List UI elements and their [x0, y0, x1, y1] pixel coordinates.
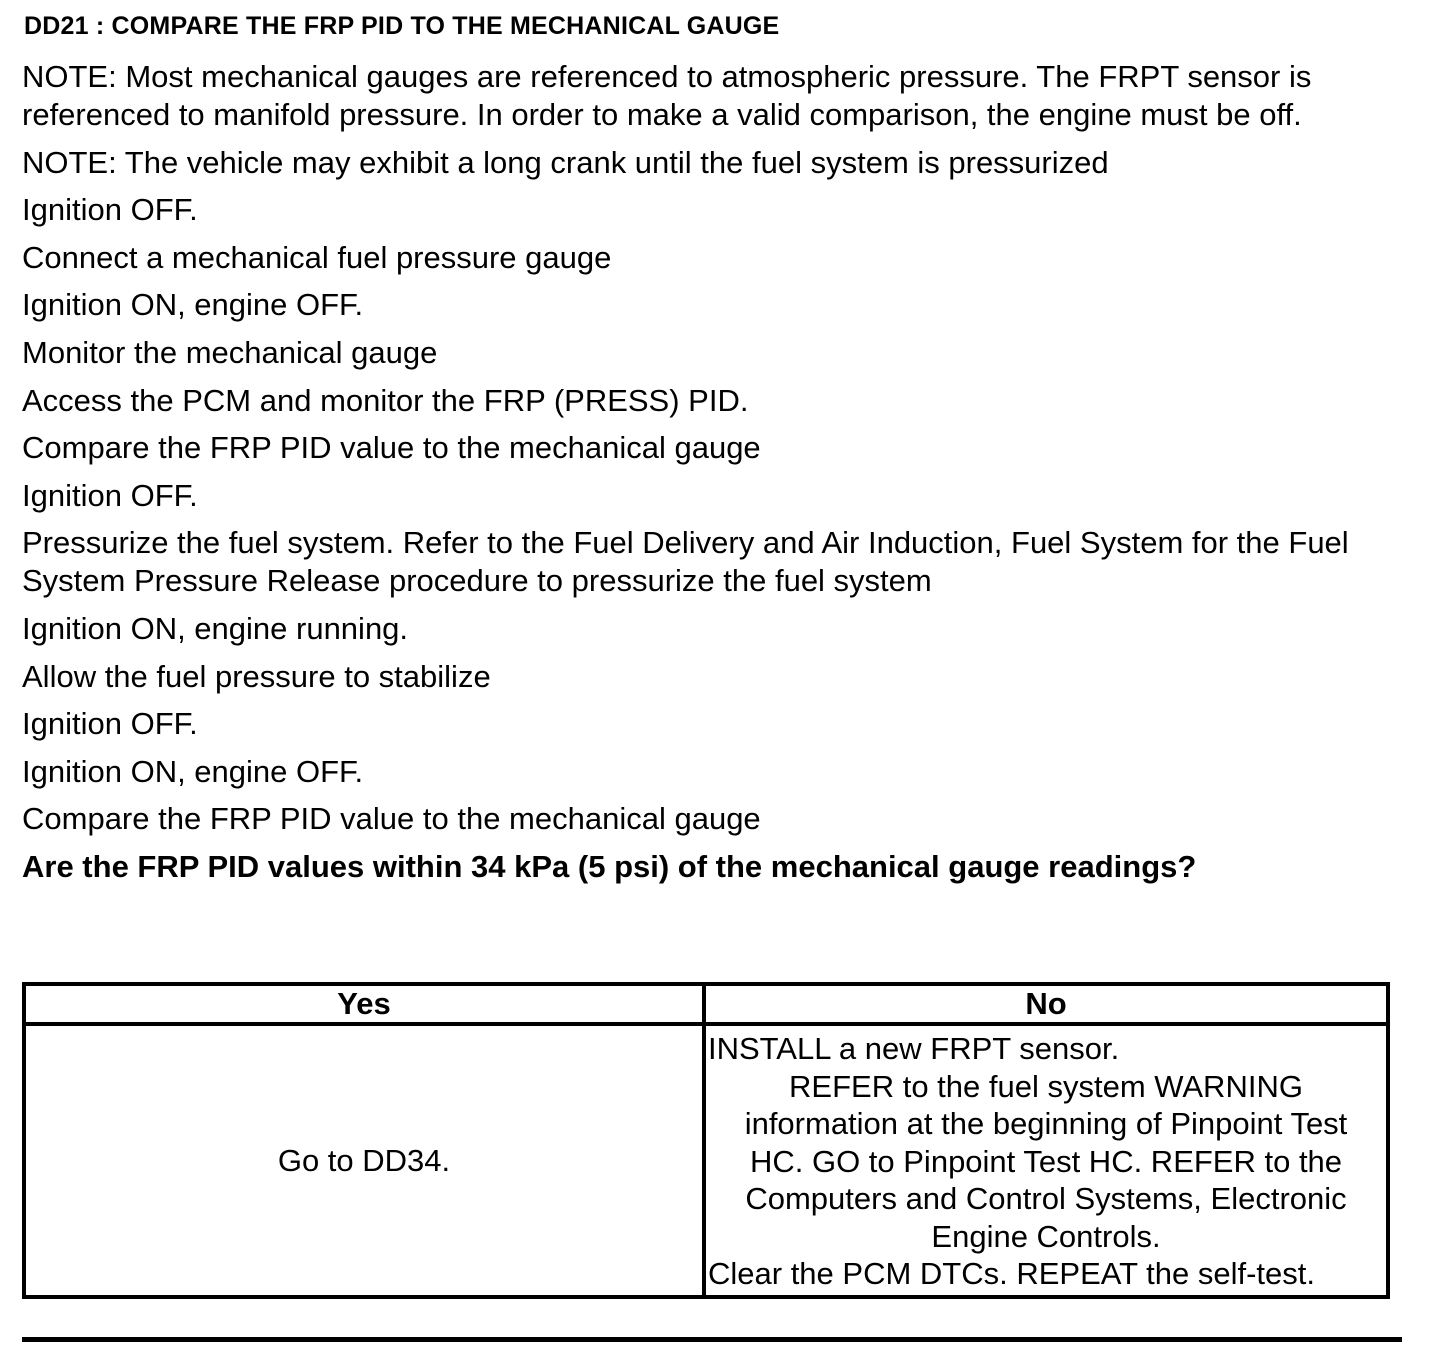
procedure-steps — [22, 58, 1402, 896]
step-ignition-off: Ignition OFF. — [22, 477, 198, 513]
result-table — [22, 982, 1390, 1299]
no-action-line: information at the beginning of Pinpoint Test — [744, 1106, 1348, 1141]
procedure-title: DD21 : COMPARE THE FRP PID TO THE MECHANICAL GAUGE — [24, 12, 780, 40]
step-pressurize-fuel-system: Pressurize the fuel system. Refer to the Fuel Delivery and Air Induction, Fuel System for the Fuel System Pressure Release procedure to pressurize the fuel system — [22, 525, 1349, 599]
bottom-divider — [22, 1337, 1402, 1342]
table-header-row — [24, 984, 1388, 1024]
step-ignition-on-engine-off: Ignition ON, engine OFF. — [22, 287, 364, 323]
step-monitor-gauge: Monitor the mechanical gauge — [22, 334, 438, 370]
no-action-line: Computers and Control Systems, Electronic — [745, 1181, 1347, 1216]
note-long-crank: NOTE: The vehicle may exhibit a long crank until the fuel system is pressurized — [22, 144, 1109, 180]
no-action-line: REFER to the fuel system WARNING — [789, 1068, 1303, 1104]
step-compare-pid: Compare the FRP PID value to the mechanical gauge — [22, 801, 761, 837]
no-action-line: HC. GO to Pinpoint Test HC. REFER to the — [749, 1143, 1343, 1179]
no-action-line: Engine Controls. — [931, 1218, 1161, 1254]
step-connect-gauge: Connect a mechanical fuel pressure gauge — [22, 239, 612, 275]
yes-header: Yes — [24, 984, 704, 1024]
yes-action: Go to DD34. — [24, 1024, 704, 1297]
no-action — [704, 1024, 1388, 1297]
test-question: Are the FRP PID values within 34 kPa (5 psi) of the mechanical gauge readings? — [22, 848, 1197, 884]
no-action-line: Clear the PCM DTCs. REPEAT the self-test. — [708, 1256, 1315, 1291]
no-action-line: INSTALL a new FRPT sensor. — [708, 1031, 1120, 1066]
step-compare-pid: Compare the FRP PID value to the mechanical gauge — [22, 430, 761, 466]
note-gauge-reference: NOTE: Most mechanical gauges are referenced to atmospheric pressure. The FRPT sensor is referenced to manifold pressure. In order to make a valid comparison, the engine must be off. — [22, 59, 1312, 132]
step-ignition-off: Ignition OFF. — [22, 192, 198, 228]
step-ignition-off: Ignition OFF. — [22, 706, 198, 742]
step-stabilize-pressure: Allow the fuel pressure to stabilize — [22, 658, 491, 694]
step-ignition-on-engine-running: Ignition ON, engine running. — [22, 610, 409, 646]
table-row — [24, 1024, 1388, 1297]
step-ignition-on-engine-off: Ignition ON, engine OFF. — [22, 753, 364, 789]
no-header: No — [704, 984, 1388, 1024]
step-access-pcm: Access the PCM and monitor the FRP (PRESS) PID. — [22, 382, 749, 418]
